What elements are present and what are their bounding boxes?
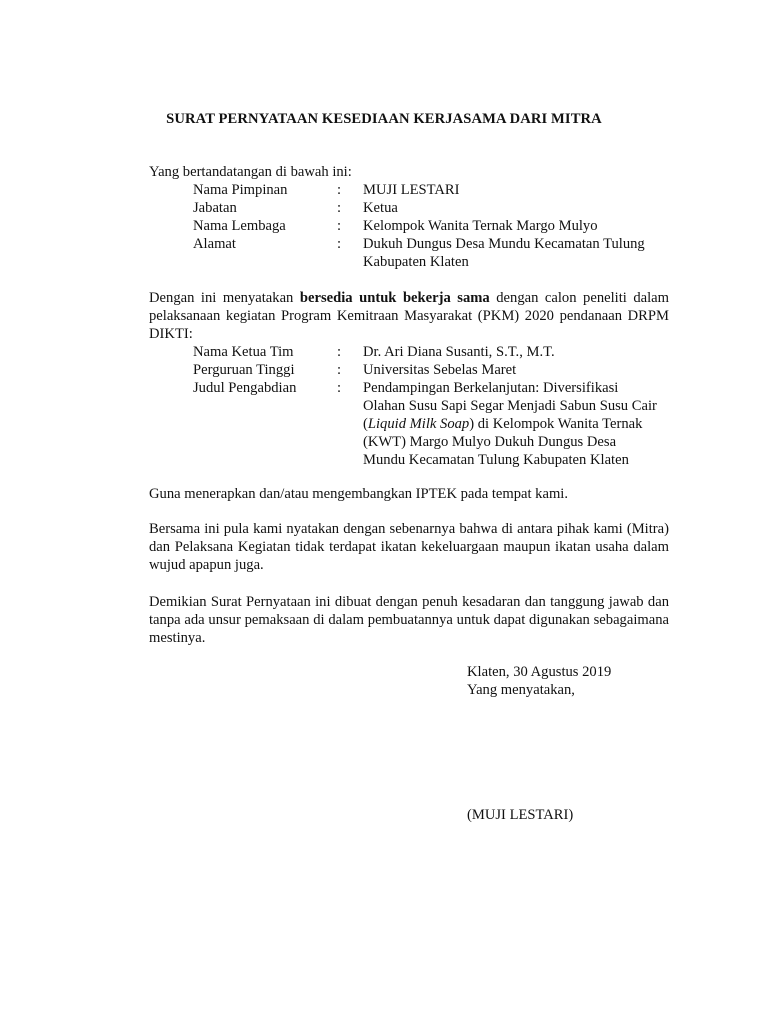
intro-text: Yang bertandatangan di bawah ini: xyxy=(149,164,352,180)
title-italic-term: Liquid Milk Soap xyxy=(367,416,470,432)
field-value: MUJI LESTARI xyxy=(363,182,460,198)
field-label: Perguruan Tinggi xyxy=(193,362,295,378)
title-line-5: Mundu Kecamatan Tulung Kabupaten Klaten xyxy=(363,452,629,468)
field-value: Universitas Sebelas Maret xyxy=(363,362,517,378)
field-label: Alamat xyxy=(193,236,236,252)
field-label: Jabatan xyxy=(193,200,237,216)
field-value: Dr. Ari Diana Susanti, S.T., M.T. xyxy=(363,344,555,360)
title-line-3 xyxy=(363,415,642,433)
field-separator: : xyxy=(337,182,342,198)
field-separator: : xyxy=(337,236,342,252)
field-value: Ketua xyxy=(363,200,398,216)
title-paren-open: ( xyxy=(363,416,368,432)
field-value: Kelompok Wanita Ternak Margo Mulyo xyxy=(363,218,598,234)
field-separator: : xyxy=(337,218,342,234)
field-separator: : xyxy=(337,200,342,216)
address-continuation: Kabupaten Klaten xyxy=(363,254,469,270)
statement-post: dengan calon peneliti dalam pelaksanaan kegiatan Program Kemitraan Masyarakat (PKM) 2020 pendanaan DRPM DIKTI: xyxy=(149,290,670,342)
letter-title: SURAT PERNYATAAN KESEDIAAN KERJASAMA DARI MITRA xyxy=(166,111,602,127)
place-date: Klaten, 30 Agustus 2019 xyxy=(467,664,612,680)
title-line-3-rest: ) di Kelompok Wanita Ternak xyxy=(469,416,643,432)
field-separator: : xyxy=(337,380,342,396)
field-separator: : xyxy=(337,362,342,378)
field-value: Pendampingan Berkelanjutan: Diversifikasi xyxy=(363,380,619,396)
paragraph-purpose: Guna menerapkan dan/atau mengembangkan IPTEK pada tempat kami. xyxy=(149,486,569,502)
signature-name: (MUJI LESTARI) xyxy=(467,807,574,823)
paragraph-closing: Demikian Surat Pernyataan ini dibuat dengan penuh kesadaran dan tanggung jawab dan tanpa ada unsur pemaksaan di dalam pembuatannya untuk dapat digunakan sebagaimana mestinya. xyxy=(149,594,669,646)
field-label: Judul Pengabdian xyxy=(193,380,297,396)
field-label: Nama Lembaga xyxy=(193,218,286,234)
field-separator: : xyxy=(337,344,342,360)
title-line-4: (KWT) Margo Mulyo Dukuh Dungus Desa xyxy=(363,434,617,450)
statement-pre: Dengan ini menyatakan xyxy=(149,290,300,306)
field-label: Nama Pimpinan xyxy=(193,182,288,198)
paragraph-no-relation: Bersama ini pula kami nyatakan dengan sebenarnya bahwa di antara pihak kami (Mitra) dan Pelaksana Kegiatan tidak terdapat ikatan kekeluargaan maupun ikatan usaha dalam wujud apapun juga. xyxy=(149,521,669,573)
field-value: Dukuh Dungus Desa Mundu Kecamatan Tulung xyxy=(363,236,645,252)
statement-bold: bersedia untuk bekerja sama xyxy=(299,290,490,306)
statement-paragraph xyxy=(149,289,669,343)
field-label: Nama Ketua Tim xyxy=(193,344,294,360)
title-line-2: Olahan Susu Sapi Segar Menjadi Sabun Susu Cair xyxy=(363,398,657,414)
declarer-label: Yang menyatakan, xyxy=(467,682,575,698)
